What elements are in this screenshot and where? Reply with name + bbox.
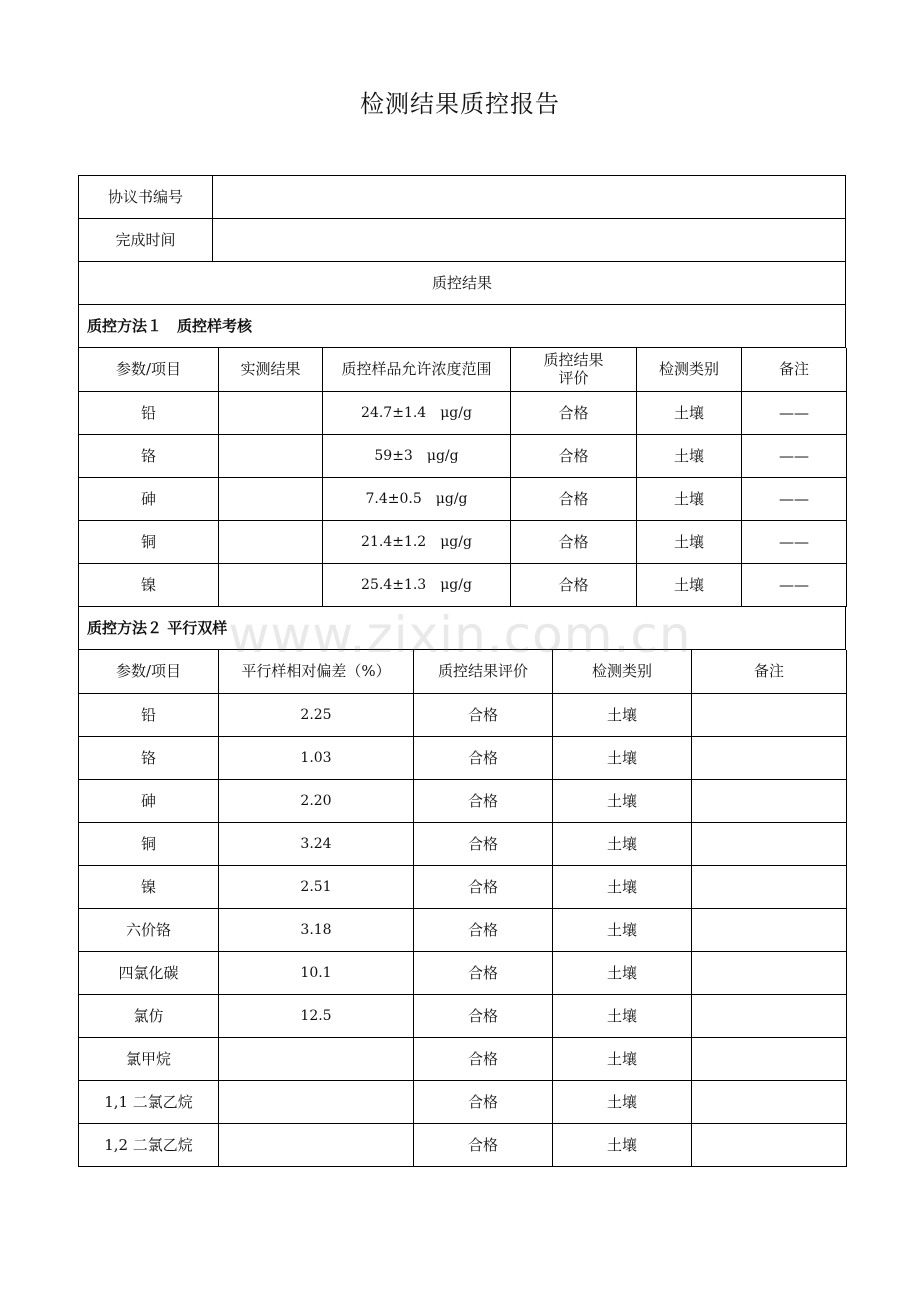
table-row (79, 951, 847, 994)
method2-eval-cell: 合格 (414, 865, 553, 908)
method2-category-cell: 土壤 (553, 1037, 692, 1080)
method1-eval-cell: 合格 (511, 563, 637, 606)
completion-row (79, 219, 846, 262)
method2-note-cell[interactable] (692, 1037, 847, 1080)
report-title: 检测结果质控报告 (360, 90, 560, 118)
method2-category-cell: 土壤 (553, 736, 692, 779)
m1-header-note: 备注 (742, 348, 847, 391)
method2-item-cell: 砷 (79, 779, 219, 822)
m2-header-note: 备注 (692, 650, 847, 693)
method2-note-cell[interactable] (692, 736, 847, 779)
table-row (79, 520, 847, 563)
method2-category-cell: 土壤 (553, 951, 692, 994)
method1-category-cell: 土壤 (637, 434, 742, 477)
method2-eval-cell: 合格 (414, 822, 553, 865)
method1-category-cell: 土壤 (637, 520, 742, 563)
method2-category-cell: 土壤 (553, 779, 692, 822)
m2-header-deviation: 平行样相对偏差（%） (219, 650, 414, 693)
method2-deviation-cell: 12.5 (219, 994, 414, 1037)
method2-item-cell: 铜 (79, 822, 219, 865)
method2-eval-cell: 合格 (414, 1037, 553, 1080)
method1-note-cell[interactable]: —— (742, 391, 847, 434)
method2-note-cell[interactable] (692, 822, 847, 865)
method1-item-cell: 砷 (79, 477, 219, 520)
method2-item-cell: 铅 (79, 693, 219, 736)
method2-eval-cell: 合格 (414, 994, 553, 1037)
method2-eval-cell: 合格 (414, 693, 553, 736)
method1-eval-cell: 合格 (511, 477, 637, 520)
method2-note-cell[interactable] (692, 1080, 847, 1123)
m1-header-range: 质控样品允许浓度范围 (323, 348, 511, 391)
method2-note-cell[interactable] (692, 1123, 847, 1166)
method2-category-cell: 土壤 (553, 994, 692, 1037)
method1-range-cell: 59±3 μg/g (323, 434, 511, 477)
method2-note-cell[interactable] (692, 908, 847, 951)
method1-measured-cell[interactable] (219, 477, 323, 520)
m1-header-eval: 质控结果 评价 (511, 348, 637, 391)
method2-title: 质控方法２ 平行双样 (79, 607, 846, 650)
method1-range-cell: 25.4±1.3 μg/g (323, 563, 511, 606)
method2-deviation-cell (219, 1123, 414, 1166)
method1-measured-cell[interactable] (219, 563, 323, 606)
method2-item-cell: 铬 (79, 736, 219, 779)
method2-item-cell: 1,2 二氯乙烷 (79, 1123, 219, 1166)
method1-item-cell: 铅 (79, 391, 219, 434)
table-row (79, 822, 847, 865)
method2-item-cell: 氯甲烷 (79, 1037, 219, 1080)
method1-note-cell[interactable]: —— (742, 563, 847, 606)
table-row (79, 563, 847, 606)
table-row (79, 477, 847, 520)
method1-note-cell[interactable]: —— (742, 520, 847, 563)
method1-measured-cell[interactable] (219, 520, 323, 563)
method2-eval-cell: 合格 (414, 908, 553, 951)
method2-item-cell: 四氯化碳 (79, 951, 219, 994)
method2-header-row (79, 650, 847, 693)
method2-item-cell: 镍 (79, 865, 219, 908)
method2-eval-cell: 合格 (414, 1123, 553, 1166)
method1-title: 质控方法１ 质控样考核 (79, 305, 846, 348)
method2-note-cell[interactable] (692, 951, 847, 994)
table-row (79, 1037, 847, 1080)
method2-block (78, 650, 846, 1167)
completion-label: 完成时间 (79, 219, 213, 262)
method1-eval-cell: 合格 (511, 391, 637, 434)
m1-header-category: 检测类别 (637, 348, 742, 391)
m2-header-eval: 质控结果评价 (414, 650, 553, 693)
method2-note-cell[interactable] (692, 865, 847, 908)
method1-range-cell: 7.4±0.5 μg/g (323, 477, 511, 520)
m2-header-item: 参数/项目 (79, 650, 219, 693)
method1-item-cell: 铜 (79, 520, 219, 563)
method2-deviation-cell (219, 1080, 414, 1123)
method2-category-cell: 土壤 (553, 1123, 692, 1166)
table-row (79, 779, 847, 822)
table-row (79, 1080, 847, 1123)
method1-block (78, 348, 846, 607)
method2-note-cell[interactable] (692, 693, 847, 736)
completion-value[interactable] (213, 219, 846, 262)
method1-eval-cell: 合格 (511, 434, 637, 477)
method2-deviation-cell: 10.1 (219, 951, 414, 994)
method2-eval-cell: 合格 (414, 1080, 553, 1123)
method1-note-cell[interactable]: —— (742, 477, 847, 520)
method2-eval-cell: 合格 (414, 736, 553, 779)
method1-header-row (79, 348, 847, 391)
method1-range-cell: 24.7±1.4 μg/g (323, 391, 511, 434)
method2-eval-cell: 合格 (414, 779, 553, 822)
method1-note-cell[interactable]: —— (742, 434, 847, 477)
agreement-label: 协议书编号 (79, 176, 213, 219)
table-row (79, 908, 847, 951)
method1-measured-cell[interactable] (219, 434, 323, 477)
agreement-value[interactable] (213, 176, 846, 219)
method2-deviation-cell: 3.18 (219, 908, 414, 951)
method2-deviation-cell: 2.25 (219, 693, 414, 736)
table-row (79, 736, 847, 779)
method2-note-cell[interactable] (692, 994, 847, 1037)
table-row (79, 865, 847, 908)
qc-results-label: 质控结果 (79, 262, 846, 305)
method2-item-cell: 1,1 二氯乙烷 (79, 1080, 219, 1123)
method1-measured-cell[interactable] (219, 391, 323, 434)
header-block (78, 175, 846, 348)
m1-header-measured: 实测结果 (219, 348, 323, 391)
m1-header-item: 参数/项目 (79, 348, 219, 391)
agreement-row (79, 176, 846, 219)
qc-results-row (79, 262, 846, 305)
method2-category-cell: 土壤 (553, 822, 692, 865)
method1-category-cell: 土壤 (637, 563, 742, 606)
method2-deviation-cell (219, 1037, 414, 1080)
method2-item-cell: 六价铬 (79, 908, 219, 951)
method2-category-cell: 土壤 (553, 1080, 692, 1123)
method2-eval-cell: 合格 (414, 951, 553, 994)
method1-category-cell: 土壤 (637, 391, 742, 434)
method2-item-cell: 氯仿 (79, 994, 219, 1037)
method2-deviation-cell: 3.24 (219, 822, 414, 865)
table-row (79, 434, 847, 477)
method2-title-row (79, 607, 846, 650)
method1-eval-cell: 合格 (511, 520, 637, 563)
method1-title-row (79, 305, 846, 348)
method2-deviation-cell: 2.20 (219, 779, 414, 822)
table-row (79, 1123, 847, 1166)
m2-header-category: 检测类别 (553, 650, 692, 693)
method2-deviation-cell: 1.03 (219, 736, 414, 779)
table-row (79, 391, 847, 434)
method2-category-cell: 土壤 (553, 908, 692, 951)
qc-report-form (78, 175, 846, 1167)
method2-deviation-cell: 2.51 (219, 865, 414, 908)
method1-category-cell: 土壤 (637, 477, 742, 520)
method1-item-cell: 铬 (79, 434, 219, 477)
watermark: www.zixin.com.cn (228, 606, 692, 664)
method2-note-cell[interactable] (692, 779, 847, 822)
method2-category-cell: 土壤 (553, 865, 692, 908)
method2-title-block (78, 607, 846, 651)
method1-item-cell: 镍 (79, 563, 219, 606)
method1-range-cell: 21.4±1.2 μg/g (323, 520, 511, 563)
table-row (79, 994, 847, 1037)
method2-category-cell: 土壤 (553, 693, 692, 736)
table-row (79, 693, 847, 736)
